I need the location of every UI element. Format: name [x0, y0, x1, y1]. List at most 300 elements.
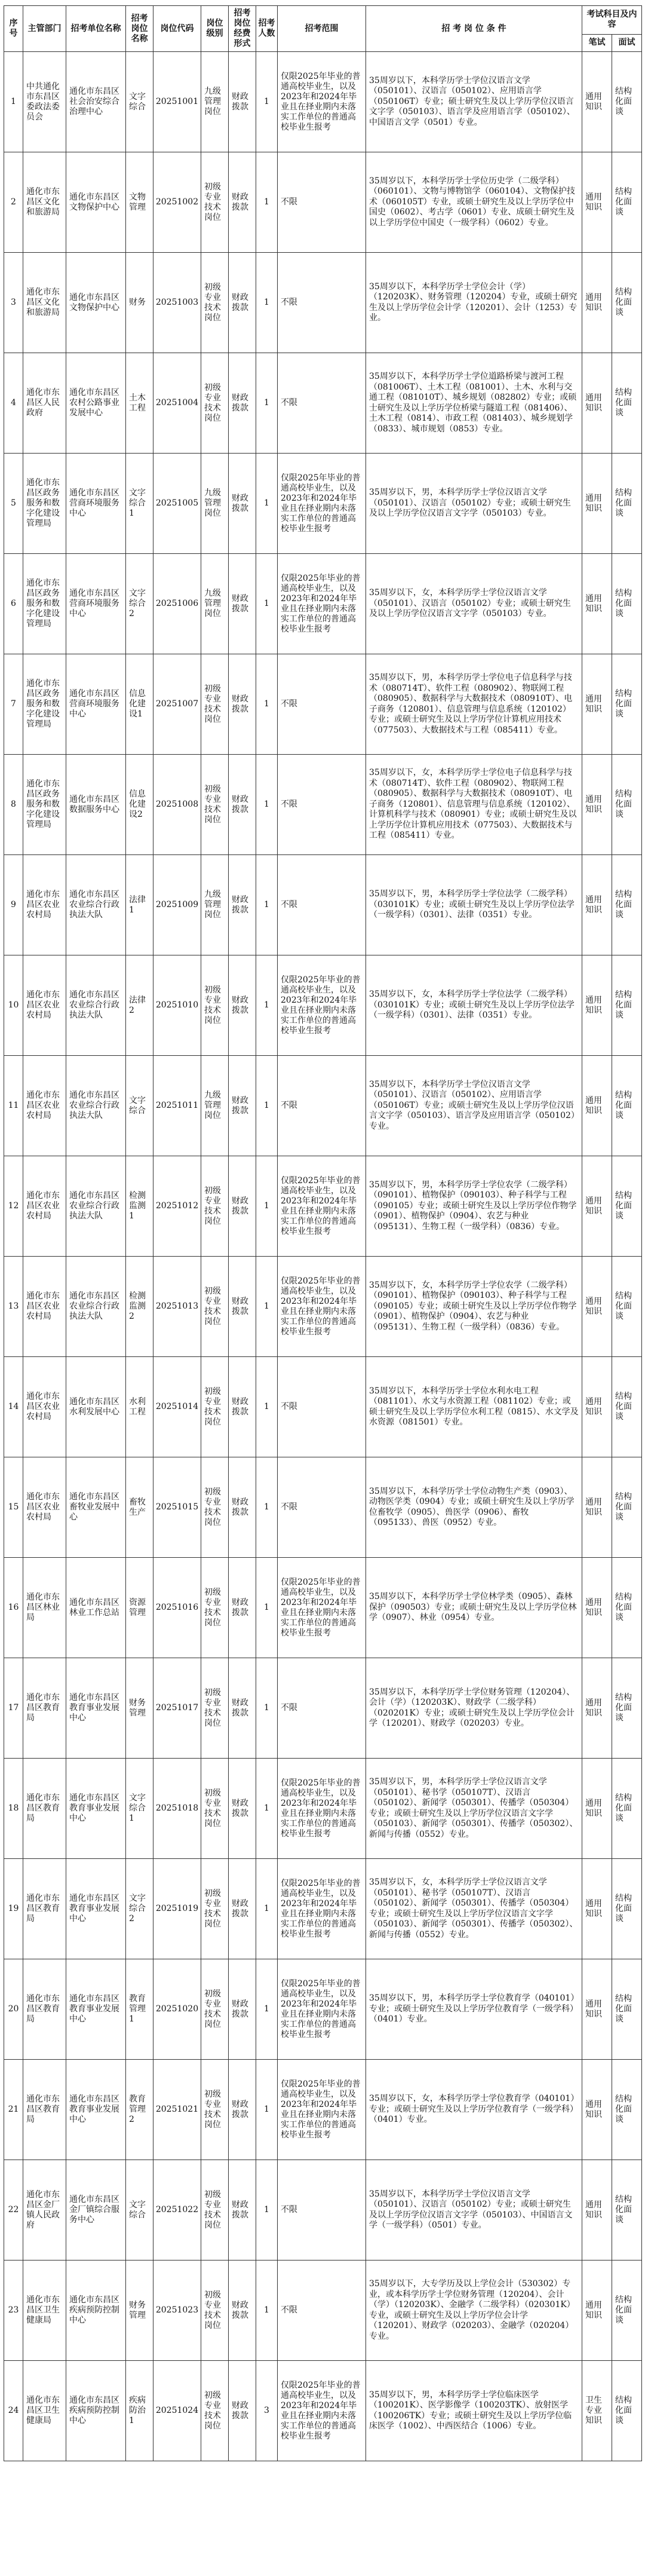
funding-cell: 财政拨款	[229, 554, 256, 654]
code-cell: 20251010	[153, 955, 201, 1056]
table-row	[4, 1457, 642, 1558]
table-row	[4, 2361, 642, 2461]
funding-cell: 财政拨款	[229, 2260, 256, 2361]
level-cell: 初级专业技术岗位	[201, 353, 229, 454]
funding-cell: 财政拨款	[229, 1457, 256, 1558]
count-cell: 1	[256, 1156, 278, 1257]
conditions-cell: 35周岁以下，本科学历学士学位动物生产类（0903）、动物医学类（0904）专业；或硕士研究生及以上学历学位畜牧学（0905）、兽医学（0906）、畜牧（095133）、兽医（0952）专业。	[366, 1457, 582, 1558]
dept-cell: 通化市东昌区教育局	[23, 1959, 66, 2060]
unit-cell: 通化市东昌区农业综合行政执法大队	[66, 855, 126, 955]
interview-cell: 结构化面谈	[612, 1257, 642, 1357]
header-unit: 招考单位名称	[66, 6, 126, 52]
scope-cell: 不限	[278, 1357, 366, 1457]
conditions-cell: 35周岁以下，本科学历学士学位道路桥梁与渡河工程（081006T）、土木工程（081001）、土木、水利与交通工程（081010T）、城乡规划（082802）专业；或硕士研究生及以上学历学位桥梁与隧道工程（081406）、土木工程（0814）、市政工程（081403）、城乡规划学（0833）、城市规划（0853）专业。	[366, 353, 582, 454]
funding-cell: 财政拨款	[229, 2160, 256, 2260]
level-cell: 初级专业技术岗位	[201, 755, 229, 855]
interview-cell: 结构化面谈	[612, 955, 642, 1056]
funding-cell: 财政拨款	[229, 1156, 256, 1257]
dept-cell: 通化市东昌区政务服务和数字化建设管理局	[23, 755, 66, 855]
post-cell: 文字综合2	[126, 554, 153, 654]
interview-cell: 结构化面谈	[612, 1457, 642, 1558]
code-cell: 20251003	[153, 253, 201, 353]
written-exam-cell: 通用知识	[582, 554, 612, 654]
funding-cell: 财政拨款	[229, 2060, 256, 2160]
interview-cell: 结构化面谈	[612, 1558, 642, 1658]
funding-cell: 财政拨款	[229, 1959, 256, 2060]
header-conditions: 招 考 岗 位 条 件	[366, 6, 582, 52]
funding-cell: 财政拨款	[229, 755, 256, 855]
post-cell: 信息化建设2	[126, 755, 153, 855]
written-exam-cell: 通用知识	[582, 253, 612, 353]
table-row	[4, 755, 642, 855]
code-cell: 20251008	[153, 755, 201, 855]
interview-cell: 结构化面谈	[612, 253, 642, 353]
code-cell: 20251019	[153, 1859, 201, 1959]
dept-cell: 通化市东昌区人民政府	[23, 353, 66, 454]
dept-cell: 通化市东昌区教育局	[23, 2060, 66, 2160]
post-cell: 畜牧生产	[126, 1457, 153, 1558]
written-exam-cell: 通用知识	[582, 1759, 612, 1859]
unit-cell: 通化市东昌区数据服务中心	[66, 755, 126, 855]
count-cell: 1	[256, 1959, 278, 2060]
level-cell: 初级专业技术岗位	[201, 1558, 229, 1658]
conditions-cell: 35周岁以下，本科学历学士学位水利水电工程（081101）、水文与水资源工程（081102）专业；或硕士研究生及以上学历学位水利工程（0815）、水文学及水资源（081501）专业。	[366, 1357, 582, 1457]
code-cell: 20251007	[153, 654, 201, 755]
conditions-cell: 35周岁以下，大专学历及以上学位会计（530302）专业，或本科学历学士学位财务管理（120204）、会计（学）（120203K）、金融学（二级学科）（020301K）专业，或硕士研究生及以上学历学位会计学（120201）、财政学（020203）、金融学（020204）专业。	[366, 2260, 582, 2361]
table-row	[4, 1558, 642, 1658]
funding-cell: 财政拨款	[229, 152, 256, 253]
post-cell: 资源管理	[126, 1558, 153, 1658]
table-row	[4, 1759, 642, 1859]
seq-cell: 12	[4, 1156, 23, 1257]
dept-cell: 通化市东昌区农业农村局	[23, 1056, 66, 1156]
seq-cell: 20	[4, 1959, 23, 2060]
seq-cell: 2	[4, 152, 23, 253]
table-row	[4, 454, 642, 554]
scope-cell: 仅限2025年毕业的普通高校毕业生，以及2023年和2024年毕业且在择业期内未落实工作单位的普通高校毕业生报考	[278, 2361, 366, 2461]
table-row	[4, 1357, 642, 1457]
written-exam-cell: 通用知识	[582, 1457, 612, 1558]
table-row	[4, 1859, 642, 1959]
unit-cell: 通化市东昌区农村公路事业发展中心	[66, 353, 126, 454]
level-cell: 九级管理岗位	[201, 52, 229, 152]
level-cell: 初级专业技术岗位	[201, 654, 229, 755]
count-cell: 1	[256, 654, 278, 755]
dept-cell: 通化市东昌区文化和旅游局	[23, 152, 66, 253]
table-row	[4, 52, 642, 152]
code-cell: 20251001	[153, 52, 201, 152]
level-cell: 初级专业技术岗位	[201, 1759, 229, 1859]
dept-cell: 通化市东昌区教育局	[23, 1859, 66, 1959]
unit-cell: 通化市东昌区文物保护中心	[66, 152, 126, 253]
unit-cell: 通化市东昌区林业工作总站	[66, 1558, 126, 1658]
post-cell: 教育管理1	[126, 1959, 153, 2060]
interview-cell: 结构化面谈	[612, 855, 642, 955]
written-exam-cell: 通用知识	[582, 353, 612, 454]
recruitment-table	[4, 5, 642, 2461]
post-cell: 水利工程	[126, 1357, 153, 1457]
count-cell: 1	[256, 152, 278, 253]
written-exam-cell: 通用知识	[582, 1056, 612, 1156]
code-cell: 20251021	[153, 2060, 201, 2160]
seq-cell: 23	[4, 2260, 23, 2361]
conditions-cell: 35周岁以下，男，本科学历学士学位临床医学（100201K）、医学影像学（100203TK）、放射医学（100206TK）专业；或硕士研究生及以上学历学位临床医学（1002）、中西医结合（1006）专业。	[366, 2361, 582, 2461]
post-cell: 文字综合1	[126, 1759, 153, 1859]
table-row	[4, 1056, 642, 1156]
post-cell: 法律2	[126, 955, 153, 1056]
scope-cell: 不限	[278, 1457, 366, 1558]
scope-cell: 仅限2025年毕业的普通高校毕业生，以及2023年和2024年毕业且在择业期内未落实工作单位的普通高校毕业生报考	[278, 52, 366, 152]
dept-cell: 通化市东昌区农业农村局	[23, 1156, 66, 1257]
unit-cell: 通化市东昌区营商环境服务中心	[66, 454, 126, 554]
unit-cell: 通化市东昌区农业综合行政执法大队	[66, 1056, 126, 1156]
conditions-cell: 35周岁以下，本科学历学士学位汉语言文学（050101）、汉语言（050102）、应用语言学（050106T）专业；或硕士研究生及以上学历学位汉语言文字学（050103）、语言学及应用语言学（050102）专业。	[366, 1056, 582, 1156]
table-row	[4, 152, 642, 253]
unit-cell: 通化市东昌区营商环境服务中心	[66, 554, 126, 654]
header-post: 招考岗位名称	[126, 6, 153, 52]
scope-cell: 仅限2025年毕业的普通高校毕业生，以及2023年和2024年毕业且在择业期内未落实工作单位的普通高校毕业生报考	[278, 1558, 366, 1658]
count-cell: 1	[256, 1056, 278, 1156]
count-cell: 1	[256, 1357, 278, 1457]
conditions-cell: 35周岁以下，男，本科学历学士学位农学（二级学科）（090101）、植物保护（090103）、种子科学与工程（090105）专业；或硕士研究生及以上学历学位作物学（0901）、植物保护（0904）、农艺与种业（095131）、生物工程（一级学科）（0836）专业。	[366, 1156, 582, 1257]
post-cell: 文字综合	[126, 2160, 153, 2260]
count-cell: 1	[256, 1558, 278, 1658]
code-cell: 20251013	[153, 1257, 201, 1357]
table-row	[4, 353, 642, 454]
dept-cell: 通化市东昌区文化和旅游局	[23, 253, 66, 353]
scope-cell: 仅限2025年毕业的普通高校毕业生，以及2023年和2024年毕业且在择业期内未落实工作单位的普通高校毕业生报考	[278, 554, 366, 654]
scope-cell: 不限	[278, 1056, 366, 1156]
count-cell: 1	[256, 1658, 278, 1759]
post-cell: 检测监测2	[126, 1257, 153, 1357]
count-cell: 1	[256, 1759, 278, 1859]
level-cell: 初级专业技术岗位	[201, 253, 229, 353]
level-cell: 九级管理岗位	[201, 855, 229, 955]
seq-cell: 11	[4, 1056, 23, 1156]
count-cell: 1	[256, 353, 278, 454]
funding-cell: 财政拨款	[229, 2361, 256, 2461]
seq-cell: 21	[4, 2060, 23, 2160]
header-dept: 主管部门	[23, 6, 66, 52]
seq-cell: 18	[4, 1759, 23, 1859]
conditions-cell: 35周岁以下，男，本科学历学士学位电子信息科学与技术（080714T）、软件工程（080902）、物联网工程（080905）、数据科学与大数据技术（080910T）、电子商务（120801）、信息管理与信息系统（120102）专业；或硕士研究生及以上学历学位计算机应用技术（077503）、大数据技术与工程（085411）专业。	[366, 654, 582, 755]
dept-cell: 通化市东昌区金厂镇人民政府	[23, 2160, 66, 2260]
code-cell: 20251002	[153, 152, 201, 253]
seq-cell: 9	[4, 855, 23, 955]
written-exam-cell: 通用知识	[582, 52, 612, 152]
conditions-cell: 35周岁以下，女，本科学历学士学位教育学（040101）专业；或硕士研究生及以上学历学位教育学（一级学科）（0401）专业。	[366, 2060, 582, 2160]
seq-cell: 24	[4, 2361, 23, 2461]
unit-cell: 通化市东昌区疾病预防控制中心	[66, 2361, 126, 2461]
conditions-cell: 35周岁以下，女，本科学历学士学位汉语言文学（050101）、秘书学（050107T）、汉语言（050102）、新闻学（050301）、传播学（050304）专业；或硕士研究生及以上学历学位汉语言文字学（050103）、新闻学（050301）、传播学（050302）、新闻与传播（0552）专业。	[366, 1859, 582, 1959]
funding-cell: 财政拨款	[229, 1558, 256, 1658]
post-cell: 法律1	[126, 855, 153, 955]
level-cell: 九级管理岗位	[201, 554, 229, 654]
seq-cell: 3	[4, 253, 23, 353]
unit-cell: 通化市东昌区文物保护中心	[66, 253, 126, 353]
post-cell: 文物管理	[126, 152, 153, 253]
seq-cell: 19	[4, 1859, 23, 1959]
header-written: 笔试	[582, 34, 612, 51]
table-row	[4, 654, 642, 755]
count-cell: 1	[256, 755, 278, 855]
funding-cell: 财政拨款	[229, 1859, 256, 1959]
table-row	[4, 855, 642, 955]
seq-cell: 14	[4, 1357, 23, 1457]
table-row	[4, 1156, 642, 1257]
post-cell: 疾病防治1	[126, 2361, 153, 2461]
table-row	[4, 1257, 642, 1357]
seq-cell: 5	[4, 454, 23, 554]
dept-cell: 通化市东昌区政务服务和数字化建设管理局	[23, 554, 66, 654]
funding-cell: 财政拨款	[229, 52, 256, 152]
unit-cell: 通化市东昌区农业综合行政执法大队	[66, 955, 126, 1056]
count-cell: 1	[256, 554, 278, 654]
written-exam-cell: 通用知识	[582, 1257, 612, 1357]
level-cell: 九级管理岗位	[201, 1056, 229, 1156]
count-cell: 3	[256, 2361, 278, 2461]
scope-cell: 仅限2025年毕业的普通高校毕业生，以及2023年和2024年毕业且在择业期内未落实工作单位的普通高校毕业生报考	[278, 1859, 366, 1959]
written-exam-cell: 通用知识	[582, 2060, 612, 2160]
written-exam-cell: 通用知识	[582, 1658, 612, 1759]
header-level: 岗位级别	[201, 6, 229, 52]
interview-cell: 结构化面谈	[612, 2361, 642, 2461]
conditions-cell: 35周岁以下，本科学历学士学位财务管理（120204）、会计（学）（120203K）、财政学（二级学科）（020201K）专业；或硕士研究生及以上学历学位会计学（120201）、财政学（020203）专业。	[366, 1658, 582, 1759]
seq-cell: 17	[4, 1658, 23, 1759]
seq-cell: 7	[4, 654, 23, 755]
count-cell: 1	[256, 2060, 278, 2160]
table-row	[4, 2160, 642, 2260]
seq-cell: 6	[4, 554, 23, 654]
header-interview: 面试	[612, 34, 642, 51]
written-exam-cell: 通用知识	[582, 955, 612, 1056]
level-cell: 初级专业技术岗位	[201, 152, 229, 253]
post-cell: 土木工程	[126, 353, 153, 454]
count-cell: 1	[256, 1859, 278, 1959]
level-cell: 九级管理岗位	[201, 454, 229, 554]
header-funding: 招考岗位经费形式	[229, 6, 256, 52]
scope-cell: 不限	[278, 855, 366, 955]
dept-cell: 通化市东昌区农业农村局	[23, 1357, 66, 1457]
funding-cell: 财政拨款	[229, 1257, 256, 1357]
interview-cell: 结构化面谈	[612, 1959, 642, 2060]
code-cell: 20251014	[153, 1357, 201, 1457]
post-cell: 财务管理	[126, 1658, 153, 1759]
code-cell: 20251011	[153, 1056, 201, 1156]
written-exam-cell: 卫生专业知识	[582, 2361, 612, 2461]
table-row	[4, 2260, 642, 2361]
table-body	[4, 52, 642, 2461]
unit-cell: 通化市东昌区农业综合行政执法大队	[66, 1257, 126, 1357]
interview-cell: 结构化面谈	[612, 1357, 642, 1457]
scope-cell: 不限	[278, 755, 366, 855]
unit-cell: 通化市东昌区教育事业发展中心	[66, 1759, 126, 1859]
post-cell: 文字综合2	[126, 1859, 153, 1959]
level-cell: 初级专业技术岗位	[201, 955, 229, 1056]
conditions-cell: 35周岁以下，女，本科学历学士学位法学（二级学科）（030101K）专业；或硕士研究生及以上学历学位法学（一级学科）（0301）、法律（0351）专业。	[366, 955, 582, 1056]
conditions-cell: 35周岁以下，男，本科学历学士学位法学（二级学科）（030101K）专业；或硕士研究生及以上学历学位法学（一级学科）（0301）、法律（0351）专业。	[366, 855, 582, 955]
table-row	[4, 2060, 642, 2160]
scope-cell: 仅限2025年毕业的普通高校毕业生，以及2023年和2024年毕业且在择业期内未落实工作单位的普通高校毕业生报考	[278, 2060, 366, 2160]
interview-cell: 结构化面谈	[612, 353, 642, 454]
written-exam-cell: 通用知识	[582, 152, 612, 253]
interview-cell: 结构化面谈	[612, 1859, 642, 1959]
post-cell: 财务	[126, 253, 153, 353]
seq-cell: 16	[4, 1558, 23, 1658]
conditions-cell: 35周岁以下，本科学历学士学位汉语言文学（050101）、汉语言（050102）专业；或硕士研究生及以上学历学位汉语言文字学（050103）、中国语言文学（一级学科）（0501）专业。	[366, 2160, 582, 2260]
written-exam-cell: 通用知识	[582, 855, 612, 955]
level-cell: 初级专业技术岗位	[201, 1658, 229, 1759]
conditions-cell: 35周岁以下，女，本科学历学士学位电子信息科学与技术（080714T）、软件工程（080902）、物联网工程（080905）、数据科学与大数据技术（080910T）、电子商务（120801）、信息管理与信息系统（120102）、计算机科学与技术（080901）专业；或硕士研究生及以上学历学位计算机应用技术（077503）、大数据技术与工程（085411）专业。	[366, 755, 582, 855]
written-exam-cell: 通用知识	[582, 654, 612, 755]
code-cell: 20251009	[153, 855, 201, 955]
interview-cell: 结构化面谈	[612, 1056, 642, 1156]
level-cell: 初级专业技术岗位	[201, 1859, 229, 1959]
unit-cell: 通化市东昌区畜牧业发展中心	[66, 1457, 126, 1558]
level-cell: 初级专业技术岗位	[201, 1457, 229, 1558]
funding-cell: 财政拨款	[229, 1056, 256, 1156]
conditions-cell: 35周岁以下，男，本科学历学士学位教育学（040101）专业；或硕士研究生及以上学历学位教育学（一级学科）（0401）专业。	[366, 1959, 582, 2060]
count-cell: 1	[256, 1457, 278, 1558]
interview-cell: 结构化面谈	[612, 554, 642, 654]
code-cell: 20251004	[153, 353, 201, 454]
written-exam-cell: 通用知识	[582, 2160, 612, 2260]
seq-cell: 1	[4, 52, 23, 152]
level-cell: 初级专业技术岗位	[201, 1156, 229, 1257]
code-cell: 20251023	[153, 2260, 201, 2361]
scope-cell: 仅限2025年毕业的普通高校毕业生，以及2023年和2024年毕业且在择业期内未落实工作单位的普通高校毕业生报考	[278, 1257, 366, 1357]
code-cell: 20251020	[153, 1959, 201, 2060]
scope-cell: 仅限2025年毕业的普通高校毕业生，以及2023年和2024年毕业且在择业期内未落实工作单位的普通高校毕业生报考	[278, 1759, 366, 1859]
code-cell: 20251012	[153, 1156, 201, 1257]
header-exam: 考试科目及内容	[582, 6, 642, 35]
dept-cell: 通化市东昌区农业农村局	[23, 1457, 66, 1558]
dept-cell: 中共通化市东昌区委政法委员会	[23, 52, 66, 152]
seq-cell: 8	[4, 755, 23, 855]
dept-cell: 通化市东昌区农业农村局	[23, 855, 66, 955]
level-cell: 初级专业技术岗位	[201, 2060, 229, 2160]
code-cell: 20251017	[153, 1658, 201, 1759]
unit-cell: 通化市东昌区教育事业发展中心	[66, 1859, 126, 1959]
interview-cell: 结构化面谈	[612, 2160, 642, 2260]
scope-cell: 不限	[278, 1658, 366, 1759]
post-cell: 教育管理2	[126, 2060, 153, 2160]
code-cell: 20251016	[153, 1558, 201, 1658]
interview-cell: 结构化面谈	[612, 1658, 642, 1759]
written-exam-cell: 通用知识	[582, 1558, 612, 1658]
interview-cell: 结构化面谈	[612, 1759, 642, 1859]
code-cell: 20251015	[153, 1457, 201, 1558]
seq-cell: 10	[4, 955, 23, 1056]
conditions-cell: 35周岁以下，本科学历学士学位林学类（0905）、森林保护（090503）专业；或硕士研究生及以上学历学位林学（0907）、林业（0954）专业。	[366, 1558, 582, 1658]
level-cell: 初级专业技术岗位	[201, 2160, 229, 2260]
seq-cell: 15	[4, 1457, 23, 1558]
interview-cell: 结构化面谈	[612, 2060, 642, 2160]
table-row	[4, 554, 642, 654]
funding-cell: 财政拨款	[229, 1658, 256, 1759]
interview-cell: 结构化面谈	[612, 1156, 642, 1257]
funding-cell: 财政拨款	[229, 253, 256, 353]
seq-cell: 13	[4, 1257, 23, 1357]
interview-cell: 结构化面谈	[612, 454, 642, 554]
dept-cell: 通化市东昌区卫生健康局	[23, 2361, 66, 2461]
conditions-cell: 35周岁以下，本科学历学士学位历史学（二级学科）（060101）、文物与博物馆学（060104）、文物保护技术（060105T）专业，或硕士研究生及以上学历学位中国史（0602）、考古学（0601）专业、成硕士研究生及以上学历学位中国史（一级学科）（0602）专业。	[366, 152, 582, 253]
conditions-cell: 35周岁以下，本科学历学士学位汉语言文学（050101）、汉语言（050102）、应用语言学（050106T）专业；硕士研究生及以上学历学位汉语言文字学（050103）、语言学及应用语言学（050102）、中国语言文学（0501）专业。	[366, 52, 582, 152]
code-cell: 20251006	[153, 554, 201, 654]
table-row	[4, 253, 642, 353]
unit-cell: 通化市东昌区疾病预防控制中心	[66, 2260, 126, 2361]
unit-cell: 通化市东昌区教育事业发展中心	[66, 1959, 126, 2060]
written-exam-cell: 通用知识	[582, 454, 612, 554]
header-scope: 招考范围	[278, 6, 366, 52]
unit-cell: 通化市东昌区农业综合行政执法大队	[66, 1156, 126, 1257]
header-count: 招考人数	[256, 6, 278, 52]
unit-cell: 通化市东昌区教育事业发展中心	[66, 2060, 126, 2160]
conditions-cell: 35周岁以下，男，本科学历学士学位汉语言文学（050101）、秘书学（050107T）、汉语言（050102）、新闻学（050301）、传播学（050304）专业；或硕士研究生及以上学历学位汉语言文字学（050103）、新闻学（050301）、传播学（050302）、新闻与传播（0552）专业。	[366, 1759, 582, 1859]
written-exam-cell: 通用知识	[582, 1357, 612, 1457]
count-cell: 1	[256, 855, 278, 955]
code-cell: 20251024	[153, 2361, 201, 2461]
scope-cell: 不限	[278, 353, 366, 454]
scope-cell: 不限	[278, 253, 366, 353]
unit-cell: 通化市东昌区社会治安综合治理中心	[66, 52, 126, 152]
post-cell: 文字综合	[126, 1056, 153, 1156]
table-row	[4, 955, 642, 1056]
scope-cell: 不限	[278, 2260, 366, 2361]
level-cell: 初级专业技术岗位	[201, 1959, 229, 2060]
dept-cell: 通化市东昌区林业局	[23, 1558, 66, 1658]
interview-cell: 结构化面谈	[612, 755, 642, 855]
count-cell: 1	[256, 52, 278, 152]
header-seq: 序号	[4, 6, 23, 52]
post-cell: 文字综合1	[126, 454, 153, 554]
post-cell: 财务管理	[126, 2260, 153, 2361]
unit-cell: 通化市东昌区金厂镇综合服务中心	[66, 2160, 126, 2260]
funding-cell: 财政拨款	[229, 955, 256, 1056]
scope-cell: 仅限2025年毕业的普通高校毕业生，以及2023年和2024年毕业且在择业期内未落实工作单位的普通高校毕业生报考	[278, 454, 366, 554]
interview-cell: 结构化面谈	[612, 152, 642, 253]
code-cell: 20251022	[153, 2160, 201, 2260]
count-cell: 1	[256, 2260, 278, 2361]
funding-cell: 财政拨款	[229, 353, 256, 454]
dept-cell: 通化市东昌区卫生健康局	[23, 2260, 66, 2361]
count-cell: 1	[256, 253, 278, 353]
dept-cell: 通化市东昌区农业农村局	[23, 1257, 66, 1357]
unit-cell: 通化市东昌区水利发展中心	[66, 1357, 126, 1457]
conditions-cell: 35周岁以下，男，本科学历学士学位汉语言文学（050101）、汉语言（050102）专业；或硕士研究生及以上学历学位汉语言文字学（050103）专业。	[366, 454, 582, 554]
level-cell: 初级专业技术岗位	[201, 1357, 229, 1457]
dept-cell: 通化市东昌区政务服务和数字化建设管理局	[23, 454, 66, 554]
funding-cell: 财政拨款	[229, 454, 256, 554]
table-row	[4, 1959, 642, 2060]
scope-cell: 仅限2025年毕业的普通高校毕业生，以及2023年和2024年毕业且在择业期内未落实工作单位的普通高校毕业生报考	[278, 955, 366, 1056]
level-cell: 初级专业技术岗位	[201, 2361, 229, 2461]
code-cell: 20251005	[153, 454, 201, 554]
scope-cell: 不限	[278, 2160, 366, 2260]
conditions-cell: 35周岁以下，女，本科学历学士学位农学（二级学科）（090101）、植物保护（090103）、种子科学与工程（090105）专业；或硕士研究生及以上学历学位作物学（0901）、植物保护（0904）、农艺与种业（095131）、生物工程（一级学科）（0836）专业。	[366, 1257, 582, 1357]
funding-cell: 财政拨款	[229, 654, 256, 755]
count-cell: 1	[256, 1257, 278, 1357]
seq-cell: 22	[4, 2160, 23, 2260]
funding-cell: 财政拨款	[229, 1759, 256, 1859]
unit-cell: 通化市东昌区营商环境服务中心	[66, 654, 126, 755]
count-cell: 1	[256, 2160, 278, 2260]
count-cell: 1	[256, 454, 278, 554]
written-exam-cell: 通用知识	[582, 1859, 612, 1959]
interview-cell: 结构化面谈	[612, 52, 642, 152]
post-cell: 检测监测1	[126, 1156, 153, 1257]
scope-cell: 不限	[278, 654, 366, 755]
